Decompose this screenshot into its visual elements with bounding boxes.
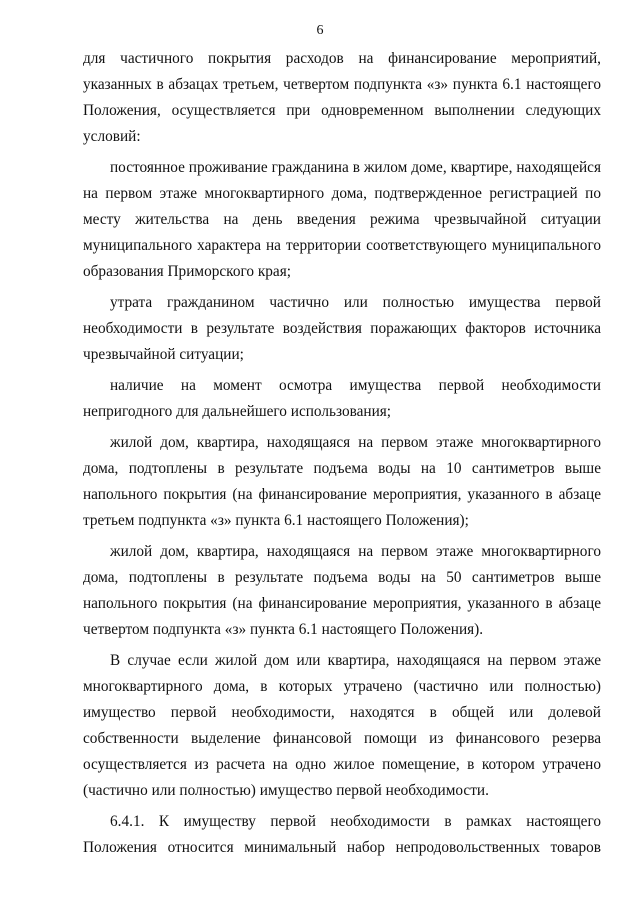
paragraph-continuation: для частичного покрытия расходов на финансирование мероприятий, указанных в абзацах третьем, четвертом подпункта «з» пункта 6.1 настоящего Положения, осуществляется при одновременном выполнении следующих условий: — [83, 50, 601, 145]
paragraph-flooding-50cm: жилой дом, квартира, находящаяся на первом этаже многоквартирного дома, подтоплены в результате подъема воды на 50 сантиметров выше напольного покрытия (на финансирование мероприятия, указанного в абзаце четвертом подпункта «з» пункта 6.1 настоящего Положения). — [83, 543, 601, 638]
paragraph-inspection-condition: наличие на момент осмотра имущества первой необходимости непригодного для дальнейшего использования; — [83, 377, 601, 420]
paragraph-shared-ownership: В случае если жилой дом или квартира, находящаяся на первом этаже многоквартирного дома, в которых утрачено (частично или полностью) имущество первой необходимости, находятся в общей или долевой собственности выделение финансовой помощи из финансового резерва осуществляется из расчета на одно жилое помещение, в котором утрачено (частично или полностью) имущество первой необходимости. — [83, 652, 601, 799]
document-body — [83, 46, 601, 866]
page-number: 6 — [316, 23, 324, 38]
paragraph-flooding-10cm: жилой дом, квартира, находящаяся на первом этаже многоквартирного дома, подтоплены в результате подъема воды на 10 сантиметров выше напольного покрытия (на финансирование мероприятия, указанного в абзаце третьем подпункта «з» пункта 6.1 настоящего Положения); — [83, 434, 601, 529]
paragraph-6-4-1: 6.4.1. К имуществу первой необходимости в рамках настоящего Положения относится минимальный набор непродовольственных товаров — [83, 813, 601, 856]
paragraph-residence-condition: постоянное проживание гражданина в жилом доме, квартире, находящейся на первом этаже многоквартирного дома, подтвержденное регистрацией по месту жительства на день введения режима чрезвычайной ситуации муниципального характера на территории соответствующего муниципального образования Приморского края; — [83, 159, 601, 280]
paragraph-loss-condition: утрата гражданином частично или полностью имущества первой необходимости в результате воздействия поражающих факторов источника чрезвычайной ситуации; — [83, 294, 601, 363]
